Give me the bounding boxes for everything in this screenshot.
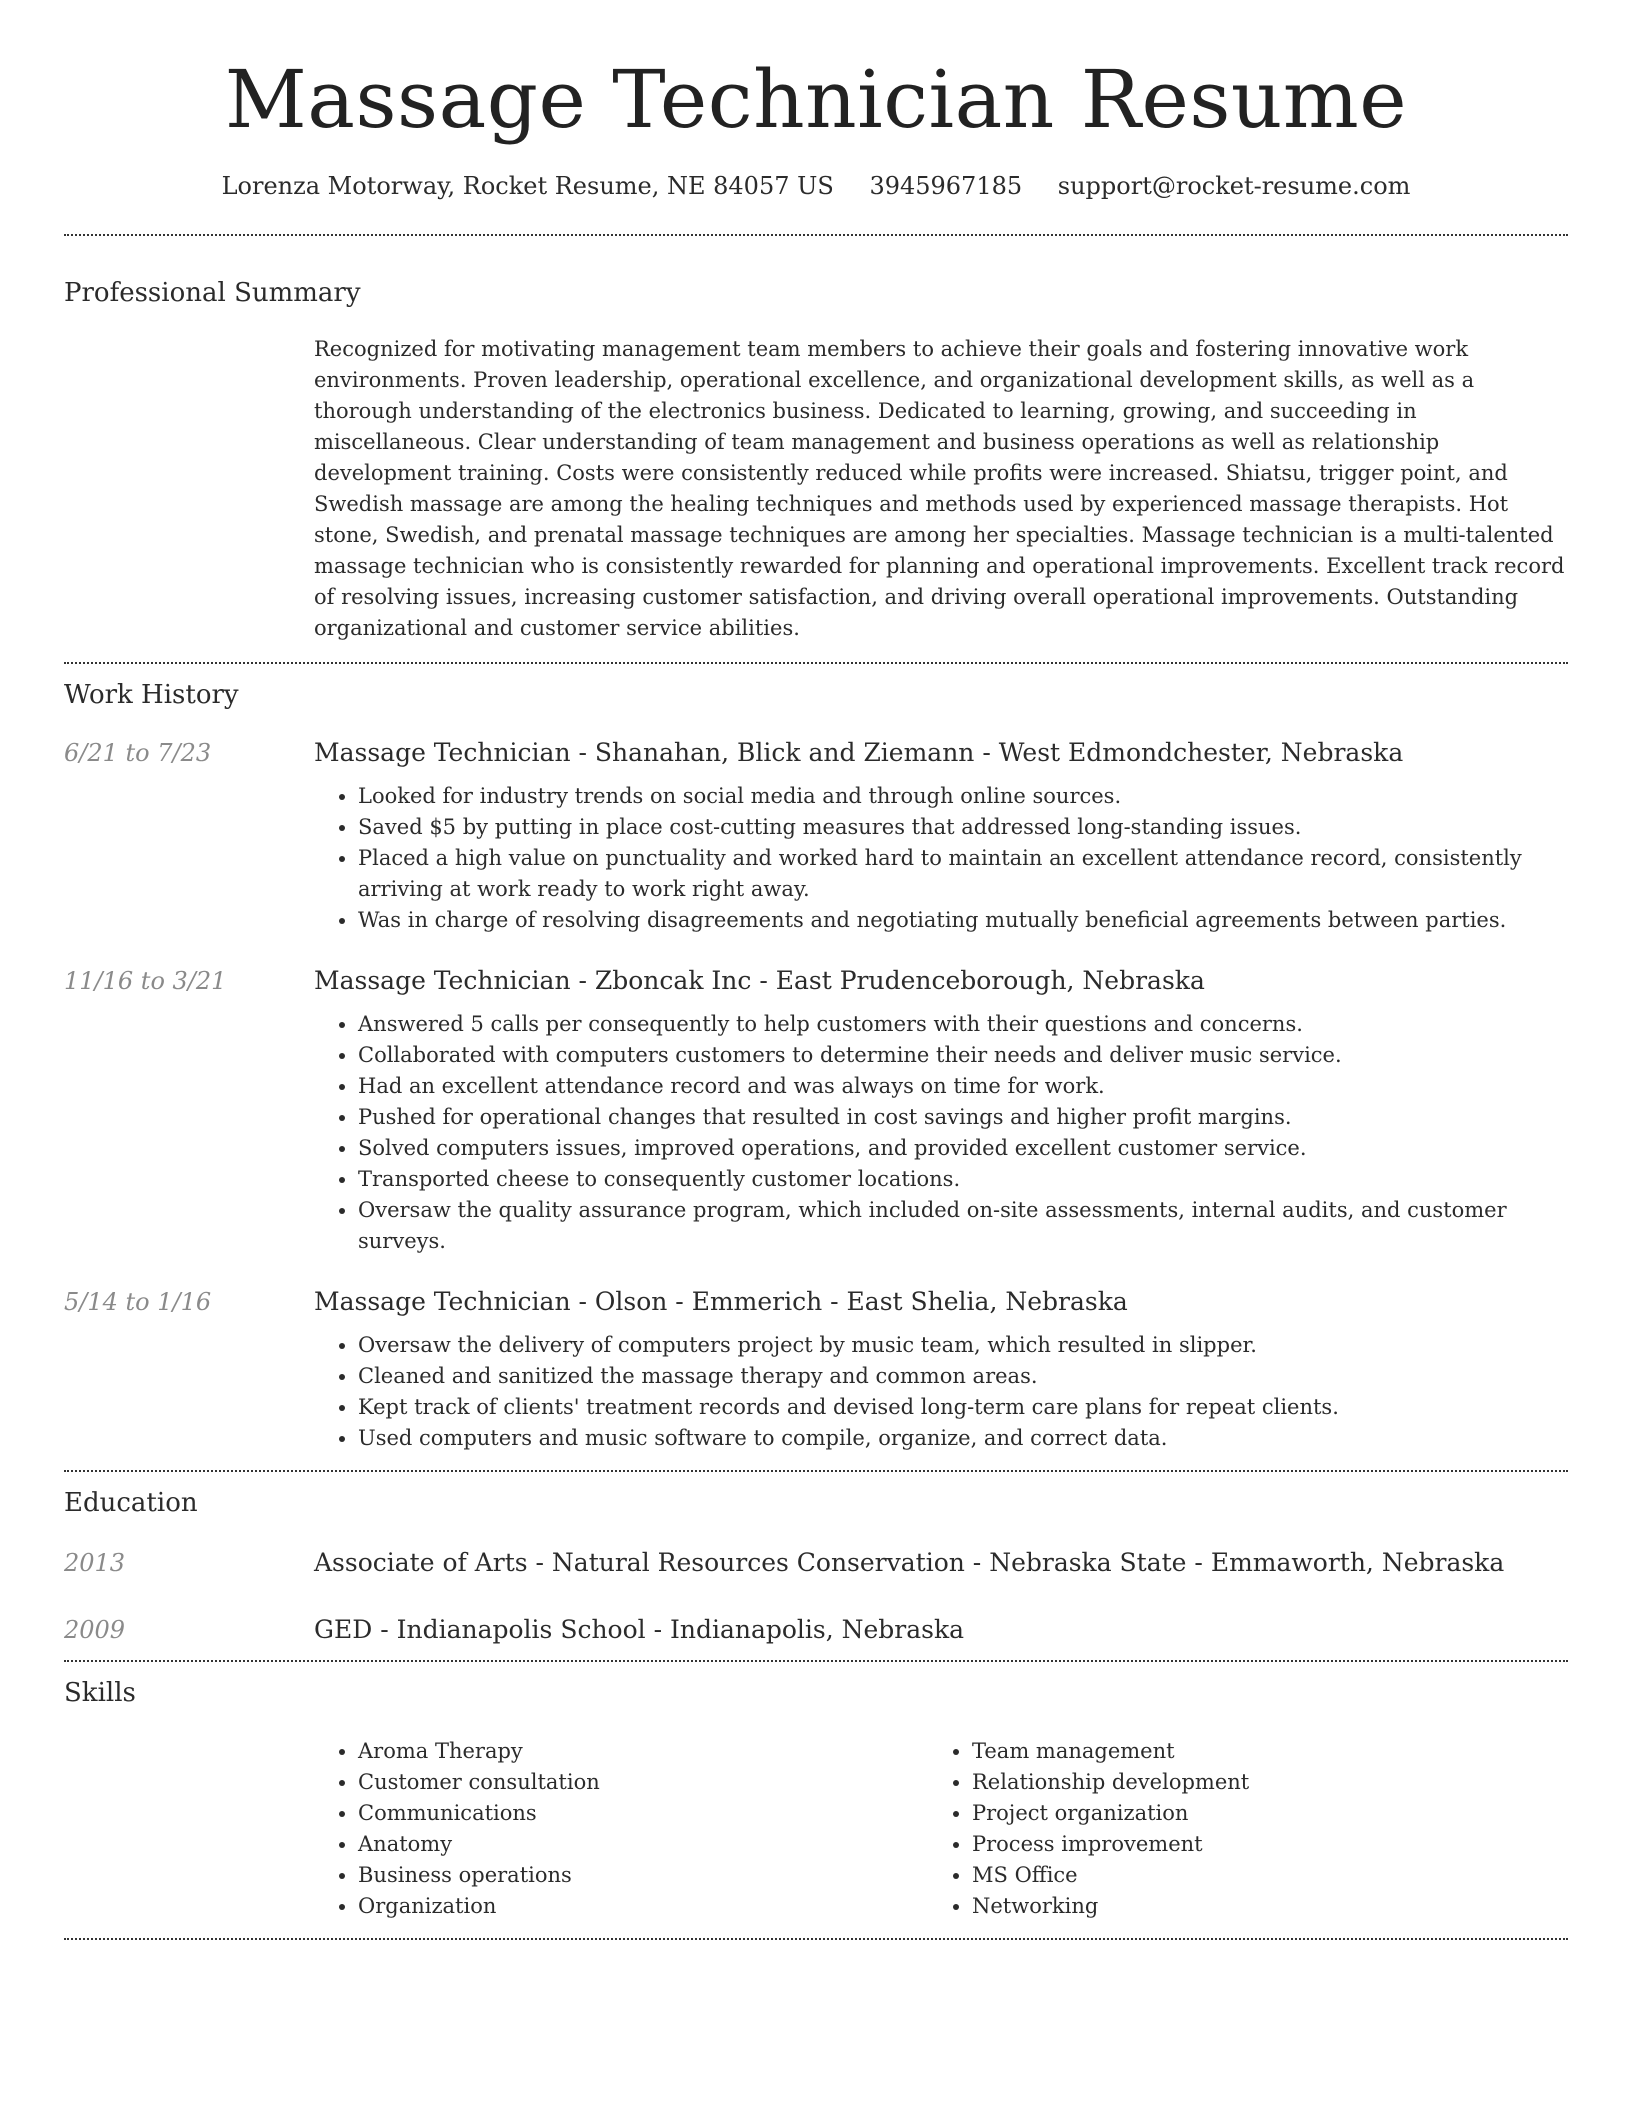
education-year: 2013 [64,1549,126,1577]
skill-item: • Customer consultation [358,1767,928,1798]
job-header [64,1287,1568,1316]
job-bullet: • Kept track of clients' treatment records and devised long-term care plans for repeat clients. [358,1392,1568,1423]
job-title: Massage Technician - Olson - Emmerich - East Shelia, Nebraska [314,1287,1128,1316]
job-title: Massage Technician - Zboncak Inc - East Prudenceborough, Nebraska [314,966,1205,995]
job-entry [64,1287,1568,1454]
contact-phone: 3945967185 [869,172,1023,200]
education-title: Associate of Arts - Natural Resources Conservation - Nebraska State - Emmaworth, Nebraska [314,1548,1505,1577]
job-dates: 11/16 to 3/21 [64,967,227,995]
job-bullets [314,781,1568,936]
skills-list-left [314,1736,928,1922]
contact-email: support@rocket-resume.com [1057,172,1411,200]
job-bullet: • Oversaw the quality assurance program, which included on-site assessments, internal audits, and customer surveys. [358,1195,1568,1257]
job-bullets [314,1330,1568,1454]
skill-item: • Team management [972,1736,1542,1767]
job-bullet: • Was in charge of resolving disagreements and negotiating mutually beneficial agreements between parties. [358,905,1568,936]
job-header [64,966,1568,995]
job-bullet: • Collaborated with computers customers to determine their needs and deliver music service. [358,1040,1568,1071]
skill-item: • Relationship development [972,1767,1542,1798]
skills-heading: Skills [64,1678,136,1708]
job-bullet: • Used computers and music software to compile, organize, and correct data. [358,1423,1568,1454]
job-header [64,738,1568,767]
skill-item: • MS Office [972,1860,1542,1891]
skill-item: • Organization [358,1891,928,1922]
skills-list-right [928,1736,1542,1922]
skill-item: • Business operations [358,1860,928,1891]
job-title: Massage Technician - Shanahan, Blick and Ziemann - West Edmondchester, Nebraska [314,738,1404,767]
skills-columns [314,1736,1568,1922]
education-year: 2009 [64,1616,126,1644]
skills-section [64,1662,1568,1938]
section-divider [64,1938,1568,1940]
resume-title: Massage Technician Resume [224,53,1408,146]
education-title: GED - Indianapolis School - Indianapolis, Nebraska [314,1615,965,1644]
skill-item: • Networking [972,1891,1542,1922]
job-dates: 5/14 to 1/16 [64,1288,212,1316]
job-entry [64,738,1568,936]
summary-heading: Professional Summary [64,278,361,308]
job-bullet: • Answered 5 calls per consequently to help customers with their questions and concerns. [358,1009,1568,1040]
job-dates: 6/21 to 7/23 [64,739,212,767]
job-bullet: • Had an excellent attendance record and was always on time for work. [358,1071,1568,1102]
job-bullet: • Looked for industry trends on social media and through online sources. [358,781,1568,812]
job-bullet: • Transported cheese to consequently customer locations. [358,1164,1568,1195]
work-history-section [64,664,1568,1470]
job-bullet: • Oversaw the delivery of computers project by music team, which resulted in slipper. [358,1330,1568,1361]
skill-item: • Anatomy [358,1829,928,1860]
education-entry [64,1548,1568,1577]
job-entry [64,966,1568,1257]
job-bullet: • Solved computers issues, improved operations, and provided excellent customer service. [358,1133,1568,1164]
job-bullets [314,1009,1568,1257]
education-section [64,1472,1568,1660]
skill-item: • Project organization [972,1798,1542,1829]
job-bullet: • Saved $5 by putting in place cost-cutting measures that addressed long-standing issues. [358,812,1568,843]
summary-text: Recognized for motivating management team members to achieve their goals and fostering innovative work environments. Proven leadership, operational excellence, and organizational development skills, as well as a thorough understanding of the electronics business. Dedicated to learning, growing, and succeeding in miscellaneous. Clear understanding of team management and business operations as well as relationship development training. Costs were consistently reduced while profits were increased. Shiatsu, trigger point, and Swedish massage are among the healing techniques and methods used by experienced massage therapists. Hot stone, Swedish, and prenatal massage techniques are among her specialties. Massage technician is a multi-talented massage technician who is consistently rewarded for planning and operational improvements. Excellent track record of resolving issues, increasing customer satisfaction, and driving overall operational improvements. Outstanding organizational and customer service abilities. [314,337,1565,640]
job-bullet: • Pushed for operational changes that resulted in cost savings and higher profit margins. [358,1102,1568,1133]
skill-item: • Aroma Therapy [358,1736,928,1767]
skill-item: • Process improvement [972,1829,1542,1860]
contact-address: Lorenza Motorway, Rocket Resume, NE 84057 US [221,172,834,200]
job-bullet: • Cleaned and sanitized the massage therapy and common areas. [358,1361,1568,1392]
job-bullet: • Placed a high value on punctuality and worked hard to maintain an excellent attendance record, consistently arriving at work ready to work right away. [358,843,1568,905]
skill-item: • Communications [358,1798,928,1829]
contact-line [64,172,1568,200]
education-heading: Education [64,1488,198,1518]
education-entry [64,1615,1568,1644]
summary-section [64,236,1568,662]
work-history-heading: Work History [64,680,239,710]
